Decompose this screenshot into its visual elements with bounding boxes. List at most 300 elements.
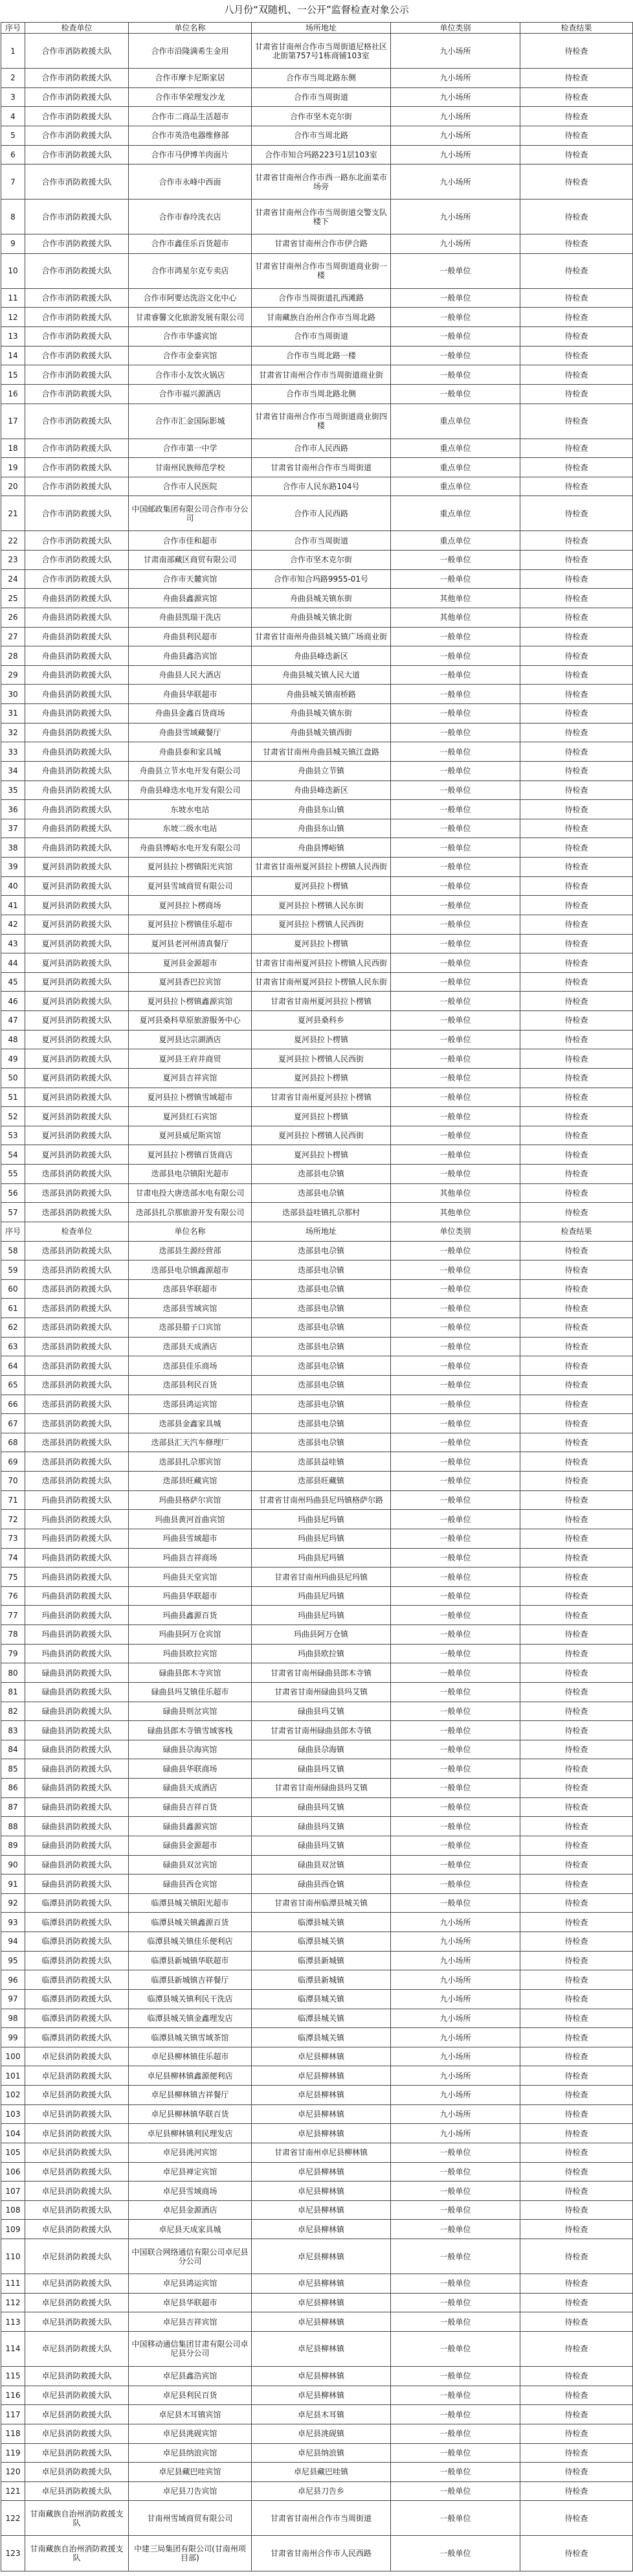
cell-inspector: 合作市消防救援大队 [25,288,129,308]
cell-unit-name: 卓尼县雪域商场 [129,2182,252,2201]
cell-address: 夏河县拉卜楞镇人民东街 [252,896,391,915]
cell-address: 碌曲县双岔镇 [252,1855,391,1875]
cell-inspector: 迭部县消防救援大队 [25,1472,129,1491]
cell-category: 一般单位 [391,2443,520,2463]
table-row [1,896,633,915]
cell-unit-name: 中国邮政集团有限公司合作市分公司 [129,496,252,531]
cell-inspector: 舟曲县消防救援大队 [25,838,129,858]
cell-unit-name: 迭部县天成酒店 [129,1337,252,1356]
cell-result: 待检查 [520,1875,633,1894]
cell-result: 待检查 [520,2443,633,2463]
cell-category: 一般单位 [391,2424,520,2443]
table-row [1,2220,633,2239]
cell-inspector: 卓尼县消防救援大队 [25,2220,129,2239]
cell-result: 待检查 [520,2009,633,2028]
table-row [1,1970,633,1990]
cell-result: 待检查 [520,589,633,608]
cell-inspector: 合作市消防救援大队 [25,107,129,126]
cell-result: 待检查 [520,1030,633,1049]
cell-inspector: 甘南藏族自治州消防救援支队 [25,2536,129,2571]
cell-result: 待检查 [520,1951,633,1970]
cell-category: 其他单位 [391,1183,520,1203]
cell-unit-name: 卓尼县天成家具城 [129,2220,252,2239]
cell-address: 夏河县拉卜楞镇人民西街 [252,915,391,934]
table-row [1,1989,633,2009]
cell-unit-name: 夏河县达宗湖酒店 [129,1030,252,1049]
cell-seq: 72 [1,1510,25,1529]
cell-address: 卓尼县柳林镇 [252,2367,391,2386]
cell-result: 待检查 [520,2028,633,2047]
cell-address: 合作市知合玛路223号1层103室 [252,145,391,165]
cell-unit-name: 合作市阿要达洗浴文化中心 [129,288,252,308]
table-row [1,1510,633,1529]
cell-seq: 6 [1,145,25,165]
cell-seq: 111 [1,2274,25,2294]
cell-category: 九小场所 [391,2028,520,2047]
table-row [1,1779,633,1798]
cell-category: 九小场所 [391,2104,520,2124]
cell-seq: 117 [1,2405,25,2424]
cell-result: 待检查 [520,685,633,704]
table-row [1,2501,633,2536]
cell-unit-name: 合作市二商品生活超市 [129,107,252,126]
cell-category: 一般单位 [391,1030,520,1049]
cell-unit-name: 迭部县生源经营部 [129,1241,252,1260]
cell-unit-name: 舟曲县立节水电开发有限公司 [129,761,252,781]
cell-unit-name: 甘南州雪域商贸有限公司 [129,2501,252,2536]
cell-address: 合作市人民西路 [252,439,391,458]
cell-category: 九小场所 [391,126,520,145]
cell-unit-name: 合作市金泰宾馆 [129,346,252,365]
cell-seq: 16 [1,384,25,404]
cell-address: 舟曲县东山镇 [252,819,391,838]
cell-unit-name: 舟曲县雪域藏餐厅 [129,723,252,742]
cell-unit-name: 夏河县拉卜楞镇鑫源宾馆 [129,992,252,1011]
cell-result: 待检查 [520,365,633,385]
cell-seq: 4 [1,107,25,126]
cell-category: 一般单位 [391,1337,520,1356]
cell-category: 重点单位 [391,404,520,439]
cell-unit-name: 碌曲县双岔宾馆 [129,1855,252,1875]
table-row [1,1452,633,1472]
cell-address: 卓尼县柳林镇 [252,2293,391,2312]
cell-result: 待检查 [520,2182,633,2201]
cell-seq: 38 [1,838,25,858]
cell-result: 待检查 [520,1855,633,1875]
header-address: 场所地址 [252,23,391,34]
cell-category: 一般单位 [391,2293,520,2312]
table-row [1,107,633,126]
cell-address: 卓尼县柳林镇 [252,2312,391,2332]
cell-unit-name: 夏河县拉卜楞商场 [129,896,252,915]
cell-seq: 97 [1,1989,25,2009]
cell-seq: 93 [1,1913,25,1932]
cell-inspector: 舟曲县消防救援大队 [25,627,129,646]
cell-category: 九小场所 [391,234,520,254]
cell-result: 待检查 [520,819,633,838]
table-row [1,1030,633,1049]
cell-category: 一般单位 [391,1375,520,1395]
cell-category: 一般单位 [391,915,520,934]
cell-seq: 18 [1,439,25,458]
table-row [1,288,633,308]
cell-unit-name: 合作市鑫佳乐百货超市 [129,234,252,254]
cell-result: 待检查 [520,253,633,288]
header-seq: 序号 [1,1222,25,1241]
cell-unit-name: 卓尼县柳林镇吉祥餐厅 [129,2086,252,2105]
table-row [1,327,633,347]
cell-category: 一般单位 [391,1644,520,1663]
table-row [1,1279,633,1299]
cell-category: 一般单位 [391,1567,520,1587]
cell-address: 迭部县旺藏镇 [252,1472,391,1491]
cell-result: 待检查 [520,288,633,308]
cell-unit-name: 夏河县金源超市 [129,953,252,973]
cell-seq: 107 [1,2182,25,2201]
cell-category: 一般单位 [391,1241,520,1260]
cell-category: 其他单位 [391,589,520,608]
cell-seq: 104 [1,2124,25,2143]
table-row [1,2047,633,2066]
table-row [1,1529,633,1548]
cell-unit-name: 临潭县城关镇利民干洗店 [129,1989,252,2009]
cell-result: 待检查 [520,992,633,1011]
cell-result: 待检查 [520,2481,633,2501]
cell-unit-name: 舟曲县华联超市 [129,685,252,704]
cell-inspector: 碌曲县消防救援大队 [25,1875,129,1894]
cell-result: 待检查 [520,165,633,199]
cell-inspector: 舟曲县消防救援大队 [25,646,129,666]
cell-unit-name: 碌曲县尕海宾馆 [129,1740,252,1759]
cell-address: 夏河县拉卜楞镇人民西街 [252,1049,391,1069]
table-row [1,531,633,551]
cell-category: 九小场所 [391,1913,520,1932]
header-result: 检查结果 [520,1222,633,1241]
cell-seq: 33 [1,742,25,762]
cell-inspector: 合作市消防救援大队 [25,346,129,365]
cell-inspector: 合作市消防救援大队 [25,69,129,88]
cell-category: 一般单位 [391,1893,520,1913]
cell-address: 甘肃省甘南州夏河县拉卜楞镇 [252,1088,391,1107]
cell-inspector: 合作市消防救援大队 [25,531,129,551]
cell-inspector: 临潭县消防救援大队 [25,1913,129,1932]
cell-address: 甘肃省甘南州合作市伊合路 [252,234,391,254]
table-row [1,2367,633,2386]
cell-result: 待检查 [520,646,633,666]
cell-result: 待检查 [520,1663,633,1683]
cell-category: 一般单位 [391,365,520,385]
cell-inspector: 合作市消防救援大队 [25,87,129,107]
cell-unit-name: 迭部县电尕镇阳光超市 [129,1165,252,1184]
cell-result: 待检查 [520,477,633,496]
cell-result: 待检查 [520,1779,633,1798]
cell-seq: 86 [1,1779,25,1798]
cell-seq: 44 [1,953,25,973]
cell-unit-name: 合作市第一中学 [129,439,252,458]
cell-seq: 90 [1,1855,25,1875]
cell-unit-name: 合作市人民医院 [129,477,252,496]
cell-address: 甘肃省甘南州夏河县拉卜楞镇人民西街 [252,858,391,877]
cell-inspector: 舟曲县消防救援大队 [25,819,129,838]
cell-address: 合作市当周北路 [252,126,391,145]
cell-category: 重点单位 [391,531,520,551]
cell-address: 甘肃省甘南州碌曲县郎木寺镇 [252,1721,391,1740]
table-row [1,1126,633,1145]
cell-category: 一般单位 [391,1490,520,1510]
table-row [1,1875,633,1894]
cell-category: 一般单位 [391,1452,520,1472]
cell-category: 一般单位 [391,1740,520,1759]
cell-address: 甘肃省甘南州合作市当周街道尼格社区北街第757号1栋商铺103室 [252,34,391,69]
cell-result: 待检查 [520,2367,633,2386]
cell-unit-name: 夏河县桑科草原旅游服务中心 [129,1011,252,1031]
cell-unit-name: 舟曲县泰和家具城 [129,742,252,762]
cell-category: 九小场所 [391,2124,520,2143]
cell-unit-name: 夏河县拉卜楞镇阳光宾馆 [129,858,252,877]
cell-unit-name: 合作市摩卡尼斯家居 [129,69,252,88]
cell-inspector: 碌曲县消防救援大队 [25,1740,129,1759]
cell-category: 一般单位 [391,781,520,800]
cell-result: 待检查 [520,1644,633,1663]
cell-category: 一般单位 [391,1548,520,1567]
cell-seq: 2 [1,69,25,88]
table-body [1,34,633,2571]
cell-seq: 94 [1,1932,25,1952]
cell-result: 待检查 [520,1279,633,1299]
cell-address: 临潭县新城镇 [252,1970,391,1990]
cell-category: 九小场所 [391,1989,520,2009]
cell-unit-name: 合作市天麓宾馆 [129,569,252,589]
cell-result: 待检查 [520,1145,633,1165]
cell-inspector: 卓尼县消防救援大队 [25,2405,129,2424]
cell-inspector: 舟曲县消防救援大队 [25,685,129,704]
cell-category: 一般单位 [391,569,520,589]
cell-seq: 34 [1,761,25,781]
cell-seq: 103 [1,2104,25,2124]
cell-category: 一般单位 [391,2501,520,2536]
cell-seq: 27 [1,627,25,646]
cell-category: 一般单位 [391,1606,520,1625]
table-row [1,1913,633,1932]
cell-address: 玛曲县尼玛镇 [252,1548,391,1567]
cell-address: 舟曲县城关镇东街 [252,589,391,608]
cell-address: 碌曲县玛艾镇 [252,1702,391,1721]
cell-category: 一般单位 [391,1126,520,1145]
cell-inspector: 卓尼县消防救援大队 [25,2424,129,2443]
cell-unit-name: 合作市春玲洗衣店 [129,199,252,234]
cell-address: 迭部县电尕镇 [252,1279,391,1299]
cell-inspector: 迭部县消防救援大队 [25,1433,129,1452]
cell-unit-name: 玛曲县华联超市 [129,1586,252,1606]
cell-result: 待检查 [520,1817,633,1836]
cell-result: 待检查 [520,2200,633,2220]
table-row [1,477,633,496]
table-row [1,627,633,646]
cell-category: 一般单位 [391,723,520,742]
cell-unit-name: 东坡水电站 [129,800,252,819]
cell-unit-name: 舟曲县金鑫百货商场 [129,704,252,724]
cell-inspector: 卓尼县消防救援大队 [25,2182,129,2201]
cell-unit-name: 合作市鸿星尔克专卖店 [129,253,252,288]
cell-result: 待检查 [520,145,633,165]
cell-category: 重点单位 [391,496,520,531]
cell-seq: 82 [1,1702,25,1721]
cell-seq: 60 [1,1279,25,1299]
cell-category: 九小场所 [391,145,520,165]
cell-result: 待检查 [520,1395,633,1414]
cell-category: 一般单位 [391,384,520,404]
cell-category: 一般单位 [391,934,520,953]
cell-inspector: 玛曲县消防救援大队 [25,1548,129,1567]
table-row [1,145,633,165]
cell-unit-name: 迭部县汇天汽车修理厂 [129,1433,252,1452]
cell-unit-name: 舟曲县利民超市 [129,627,252,646]
table-row [1,2424,633,2443]
cell-unit-name: 迭部县雪域宾馆 [129,1299,252,1318]
cell-result: 待检查 [520,2312,633,2332]
cell-address: 卓尼县刀告乡 [252,2481,391,2501]
cell-address: 合作市人民东路104号 [252,477,391,496]
cell-category: 一般单位 [391,819,520,838]
cell-seq: 102 [1,2086,25,2105]
cell-unit-name: 夏河县拉卜楞镇佳乐超市 [129,915,252,934]
cell-category: 一般单位 [391,1011,520,1031]
cell-inspector: 迭部县消防救援大队 [25,1337,129,1356]
cell-inspector: 玛曲县消防救援大队 [25,1586,129,1606]
cell-unit-name: 卓尼县华联超市 [129,2293,252,2312]
cell-result: 待检查 [520,2424,633,2443]
cell-inspector: 舟曲县消防救援大队 [25,665,129,685]
table-row [1,1068,633,1088]
cell-seq: 89 [1,1836,25,1855]
cell-category: 重点单位 [391,458,520,477]
cell-inspector: 合作市消防救援大队 [25,569,129,589]
cell-address: 夏河县拉卜楞镇人民西街 [252,1126,391,1145]
cell-inspector: 卓尼县消防救援大队 [25,2162,129,2182]
cell-unit-name: 卓尼县柳林镇华联百货 [129,2104,252,2124]
cell-seq: 84 [1,1740,25,1759]
cell-address: 碌曲县玛艾镇 [252,1817,391,1836]
cell-seq: 121 [1,2481,25,2501]
table-row [1,915,633,934]
cell-inspector: 夏河县消防救援大队 [25,1145,129,1165]
cell-inspector: 舟曲县消防救援大队 [25,761,129,781]
cell-address: 舟曲县城关镇南桥路 [252,685,391,704]
table-row [1,1817,633,1836]
cell-seq: 32 [1,723,25,742]
cell-address: 甘肃省甘南州夏河县拉卜楞镇 [252,992,391,1011]
cell-address: 迭部县电尕镇 [252,1395,391,1414]
cell-unit-name: 卓尼县木耳镇宾馆 [129,2405,252,2424]
cell-result: 待检查 [520,551,633,570]
cell-category: 一般单位 [391,327,520,347]
cell-unit-name: 合作市汇金国际影城 [129,404,252,439]
cell-address: 临潭县城关镇 [252,2009,391,2028]
cell-result: 待检查 [520,800,633,819]
cell-result: 待检查 [520,1529,633,1548]
cell-category: 一般单位 [391,1165,520,1184]
table-row [1,2086,633,2105]
table-header [1,23,633,34]
cell-result: 待检查 [520,953,633,973]
cell-unit-name: 迭部县扎尕那宾馆 [129,1452,252,1472]
table-row [1,2124,633,2143]
table-row [1,1740,633,1759]
cell-result: 待检查 [520,2274,633,2294]
cell-inspector: 迭部县消防救援大队 [25,1318,129,1338]
cell-result: 待检查 [520,1241,633,1260]
cell-category: 一般单位 [391,2386,520,2405]
cell-unit-name: 夏河县雪域商贸有限公司 [129,876,252,896]
cell-address: 夏河县桑科乡 [252,1011,391,1031]
cell-unit-name: 迭部县腊子口宾馆 [129,1318,252,1338]
cell-inspector: 临潭县消防救援大队 [25,2028,129,2047]
cell-seq: 11 [1,288,25,308]
cell-seq: 36 [1,800,25,819]
cell-category: 九小场所 [391,87,520,107]
cell-address: 临潭县城关镇 [252,2028,391,2047]
cell-result: 待检查 [520,838,633,858]
cell-inspector: 合作市消防救援大队 [25,365,129,385]
cell-inspector: 合作市消防救援大队 [25,384,129,404]
cell-category: 九小场所 [391,107,520,126]
cell-address: 甘肃省甘南州合作市当周街道商业街 [252,365,391,385]
cell-address: 迭部县电尕镇 [252,1375,391,1395]
cell-unit-name: 卓尼县刀告宾馆 [129,2481,252,2501]
table-row [1,742,633,762]
table-row [1,1260,633,1280]
cell-inspector: 卓尼县消防救援大队 [25,2066,129,2086]
cell-address: 夏河县拉卜楞镇 [252,934,391,953]
cell-result: 待检查 [520,704,633,724]
cell-result: 待检查 [520,2405,633,2424]
table-row [1,165,633,199]
cell-category: 一般单位 [391,2405,520,2424]
table-row [1,2331,633,2366]
cell-address: 甘肃省甘南州卓尼县柳林镇 [252,2143,391,2162]
cell-category: 一般单位 [391,838,520,858]
cell-result: 待检查 [520,458,633,477]
table-row [1,1472,633,1491]
cell-inspector: 合作市消防救援大队 [25,199,129,234]
table-row [1,87,633,107]
cell-category: 一般单位 [391,972,520,992]
cell-inspector: 卓尼县消防救援大队 [25,2124,129,2143]
cell-category: 一般单位 [391,2481,520,2501]
cell-inspector: 迭部县消防救援大队 [25,1203,129,1222]
cell-result: 待检查 [520,2047,633,2066]
cell-seq: 50 [1,1068,25,1088]
cell-address: 舟曲县城关镇西街 [252,723,391,742]
cell-unit-name: 卓尼县金源酒店 [129,2200,252,2220]
cell-unit-name: 夏河县香巴拉宾馆 [129,972,252,992]
table-row [1,1797,633,1817]
cell-unit-name: 合作市马伊博羊肉面片 [129,145,252,165]
cell-address: 夏河县拉卜楞镇 [252,1145,391,1165]
cell-inspector: 碌曲县消防救援大队 [25,1682,129,1702]
cell-seq: 69 [1,1452,25,1472]
cell-inspector: 卓尼县消防救援大队 [25,2481,129,2501]
cell-category: 九小场所 [391,165,520,199]
cell-unit-name: 合作市福兴源酒店 [129,384,252,404]
cell-address: 玛曲县阿万仓镇 [252,1625,391,1645]
cell-seq: 92 [1,1893,25,1913]
cell-inspector: 玛曲县消防救援大队 [25,1606,129,1625]
cell-address: 卓尼县柳林镇 [252,2066,391,2086]
cell-result: 待检查 [520,1586,633,1606]
table-row [1,646,633,666]
cell-unit-name: 临潭县城关镇佳乐便利店 [129,1932,252,1952]
